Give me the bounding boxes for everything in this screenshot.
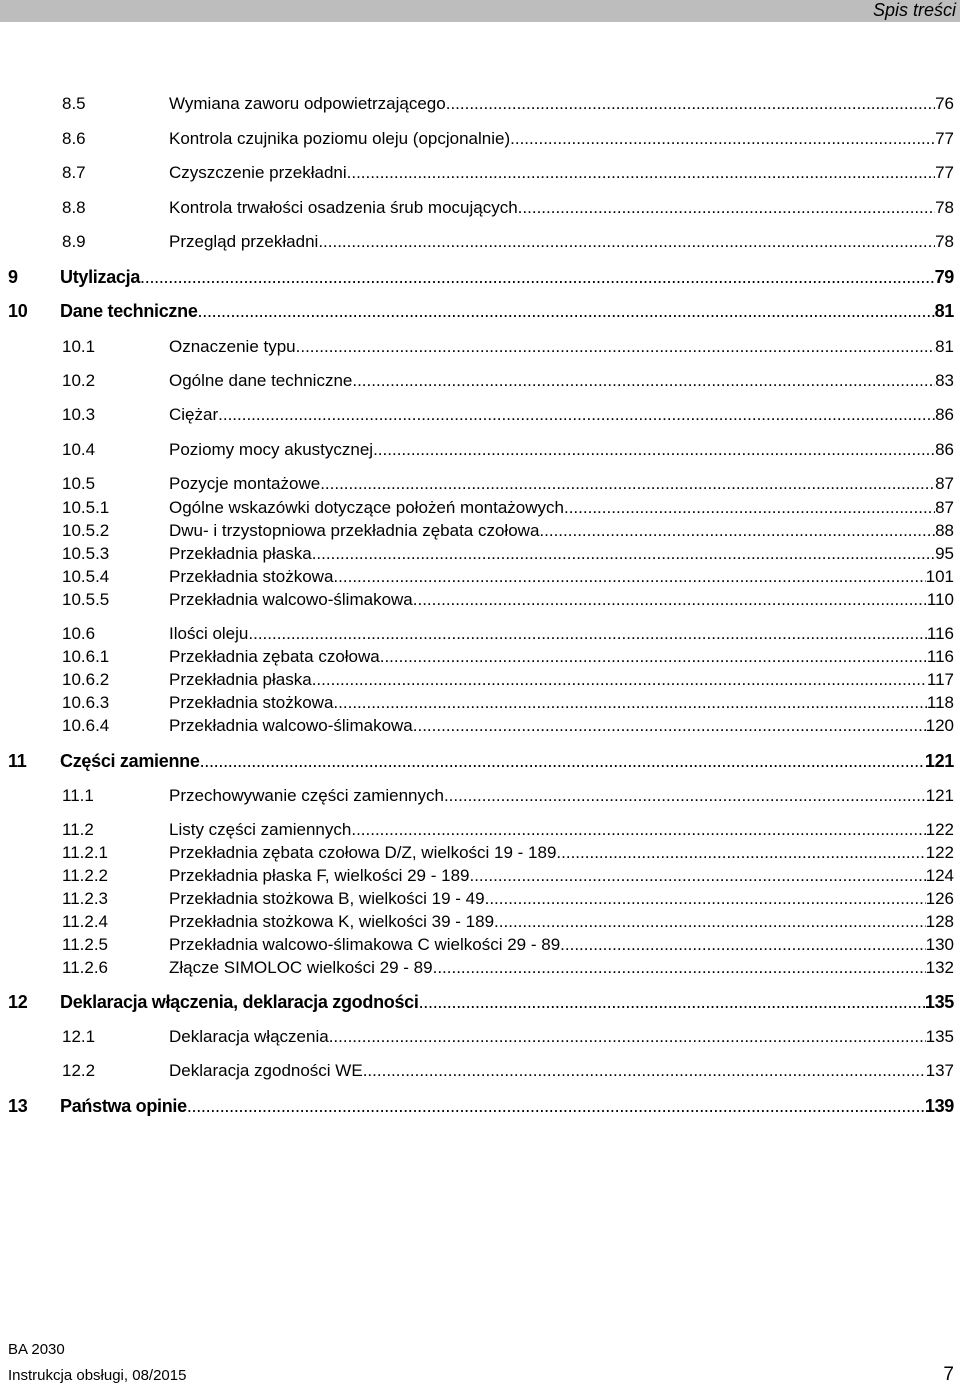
toc-entry[interactable] xyxy=(0,404,960,426)
toc-entry-title: Przekładnia zębata czołowa D/Z, wielkości 19 - 189 xyxy=(169,843,557,862)
toc-entry[interactable] xyxy=(0,888,960,910)
toc-entry-number: 8.8 xyxy=(62,198,86,217)
toc-entry-number: 10.6.3 xyxy=(62,693,110,712)
toc-entry-title: Poziomy mocy akustycznej xyxy=(169,440,374,459)
toc-entry[interactable] xyxy=(0,439,960,461)
toc-leader-dots xyxy=(320,473,935,495)
toc-leader-dots xyxy=(518,197,935,219)
toc-entry-title: Ilości oleju xyxy=(169,624,249,643)
toc-entry[interactable] xyxy=(0,266,960,288)
toc-leader-dots xyxy=(312,543,935,565)
toc-leader-dots xyxy=(433,957,926,979)
toc-entry[interactable] xyxy=(0,370,960,392)
toc-entry-number: 10.6 xyxy=(62,624,96,643)
toc-entry[interactable] xyxy=(0,692,960,714)
toc-leader-dots xyxy=(312,669,927,691)
toc-entry-number: 11.1 xyxy=(62,786,94,805)
toc-entry-number: 10.5 xyxy=(62,474,96,493)
toc-entry-page: 135 xyxy=(924,992,954,1012)
toc-entry-number: 10.5.4 xyxy=(62,567,110,586)
toc-entry-number: 11.2.4 xyxy=(62,912,109,931)
toc-entry[interactable] xyxy=(0,128,960,150)
toc-entry-number: 10.6.2 xyxy=(62,670,110,689)
toc-leader-dots xyxy=(560,934,925,956)
toc-leader-dots xyxy=(333,566,925,588)
toc-entry-title: Przekładnia stożkowa K, wielkości 39 - 189 xyxy=(169,912,495,931)
toc-entry-page: 79 xyxy=(934,267,954,287)
toc-entry[interactable] xyxy=(0,543,960,565)
toc-entry[interactable] xyxy=(0,934,960,956)
toc-entry-number: 11.2.3 xyxy=(62,889,109,908)
toc-entry[interactable] xyxy=(0,669,960,691)
toc-entry-title: Deklaracja włączenia xyxy=(169,1027,329,1046)
toc-entry-page: 86 xyxy=(935,440,954,459)
toc-entry-title: Utylizacja xyxy=(60,267,141,287)
toc-entry-title: Państwa opinie xyxy=(60,1096,187,1116)
toc-entry[interactable] xyxy=(0,957,960,979)
footer-doc-code: BA 2030 xyxy=(8,1341,65,1358)
toc-entry-number: 8.6 xyxy=(62,129,86,148)
toc-entry-number: 11.2.1 xyxy=(62,843,109,862)
toc-entry-number: 10.6.4 xyxy=(62,716,110,735)
toc-entry-number: 8.5 xyxy=(62,94,86,113)
toc-entry-title: Przekładnia walcowo-ślimakowa xyxy=(169,590,413,609)
toc-entry[interactable] xyxy=(0,473,960,495)
toc-leader-dots xyxy=(413,589,927,611)
toc-entry-number: 11.2.6 xyxy=(62,958,109,977)
toc-leader-dots xyxy=(373,439,935,461)
toc-leader-dots xyxy=(200,750,925,772)
toc-leader-dots xyxy=(419,991,925,1013)
toc-entry-page: 132 xyxy=(925,958,954,977)
toc-entry[interactable] xyxy=(0,715,960,737)
toc-entry-page: 78 xyxy=(935,232,954,251)
toc-entry-title: Przekładnia płaska F, wielkości 29 - 189 xyxy=(169,866,470,885)
toc-entry-page: 77 xyxy=(935,163,954,182)
toc-entry[interactable] xyxy=(0,589,960,611)
toc-entry[interactable] xyxy=(0,1095,960,1117)
toc-leader-dots xyxy=(494,911,926,933)
toc-entry-number: 9 xyxy=(8,267,18,287)
toc-entry-number: 13 xyxy=(8,1096,28,1116)
toc-entry-number: 10.5.3 xyxy=(62,544,110,563)
toc-entry-page: 87 xyxy=(935,498,954,517)
toc-entry-number: 12.2 xyxy=(62,1061,96,1080)
toc-entry[interactable] xyxy=(0,336,960,358)
toc-entry-title: Ogólne wskazówki dotyczące położeń montażowych xyxy=(169,498,564,517)
toc-entry-title: Ciężar xyxy=(169,405,219,424)
toc-leader-dots xyxy=(318,231,935,253)
toc-leader-dots xyxy=(352,370,935,392)
header-title: Spis treści xyxy=(872,0,956,20)
toc-entry-number: 10.2 xyxy=(62,371,96,390)
toc-entry-page: 86 xyxy=(935,405,954,424)
toc-entry-title: Wymiana zaworu odpowietrzającego xyxy=(169,94,446,113)
toc-entry-title: Ogólne dane techniczne xyxy=(169,371,353,390)
toc-entry-page: 122 xyxy=(925,843,954,862)
toc-entry-page: 121 xyxy=(925,786,954,805)
toc-entry[interactable] xyxy=(0,819,960,841)
toc-leader-dots xyxy=(556,842,925,864)
toc-leader-dots xyxy=(140,266,935,288)
toc-entry-title: Dwu- i trzystopniowa przekładnia zębata czołowa xyxy=(169,521,540,540)
toc-entry-page: 117 xyxy=(926,670,954,689)
toc-entry-number: 10.3 xyxy=(62,405,96,424)
toc-entry-number: 10.6.1 xyxy=(62,647,110,666)
toc-entry-title: Oznaczenie typu xyxy=(169,337,296,356)
toc-entry-page: 81 xyxy=(934,301,954,321)
toc-entry-page: 124 xyxy=(925,866,954,885)
toc-leader-dots xyxy=(446,93,935,115)
toc-leader-dots xyxy=(248,623,927,645)
toc-entry-page: 130 xyxy=(925,935,954,954)
toc-leader-dots xyxy=(510,128,935,150)
toc-entry[interactable] xyxy=(0,231,960,253)
toc-leader-dots xyxy=(539,520,935,542)
toc-entry-title: Przechowywanie części zamiennych xyxy=(169,786,444,805)
toc-entry-number: 11.2 xyxy=(62,820,94,839)
toc-leader-dots xyxy=(329,1026,926,1048)
toc-entry[interactable] xyxy=(0,162,960,184)
toc-entry[interactable] xyxy=(0,93,960,115)
toc-entry-title: Kontrola czujnika poziomu oleju (opcjonalnie) xyxy=(169,129,511,148)
toc-entry-title: Przekładnia stożkowa xyxy=(169,567,334,586)
toc-leader-dots xyxy=(347,162,935,184)
toc-entry-page: 83 xyxy=(935,371,954,390)
toc-entry-number: 10.1 xyxy=(62,337,96,356)
toc-entry-title: Przekładnia walcowo-ślimakowa C wielkości 29 - 89 xyxy=(169,935,561,954)
toc-leader-dots xyxy=(198,300,935,322)
toc-entry-number: 10.5.5 xyxy=(62,590,110,609)
toc-entry[interactable] xyxy=(0,991,960,1013)
toc-entry-title: Przekładnia walcowo-ślimakowa xyxy=(169,716,413,735)
toc-entry-title: Przekładnia płaska xyxy=(169,544,312,563)
toc-entry-title: Listy części zamiennych xyxy=(169,820,352,839)
toc-entry-page: 101 xyxy=(925,567,954,586)
toc-entry[interactable] xyxy=(0,750,960,772)
toc-entry-page: 139 xyxy=(924,1096,954,1116)
toc-entry[interactable] xyxy=(0,911,960,933)
toc-entry-title: Części zamienne xyxy=(60,751,200,771)
toc-entry-page: 120 xyxy=(925,716,954,735)
footer-doc-title: Instrukcja obsługi, 08/2015 xyxy=(8,1367,187,1384)
toc-entry-page: 87 xyxy=(935,474,954,493)
toc-entry-number: 8.7 xyxy=(62,163,86,182)
toc-leader-dots xyxy=(296,336,935,358)
toc-leader-dots xyxy=(485,888,926,910)
toc-entry-title: Deklaracja włączenia, deklaracja zgodności xyxy=(60,992,419,1012)
toc-entry-page: 77 xyxy=(935,129,954,148)
toc-entry-number: 12 xyxy=(8,992,28,1012)
toc-entry-number: 11 xyxy=(8,751,27,771)
toc-entry-page: 76 xyxy=(935,94,954,113)
toc-entry-page: 116 xyxy=(926,647,954,666)
toc-entry-page: 110 xyxy=(926,590,954,609)
toc-leader-dots xyxy=(187,1095,925,1117)
toc-entry-title: Przekładnia zębata czołowa xyxy=(169,647,380,666)
toc-entry[interactable] xyxy=(0,566,960,588)
toc-leader-dots xyxy=(469,865,925,887)
toc-entry-number: 11.2.5 xyxy=(62,935,109,954)
toc-entry[interactable] xyxy=(0,785,960,807)
toc-entry-number: 12.1 xyxy=(62,1027,96,1046)
toc-entry-page: 95 xyxy=(935,544,954,563)
toc-leader-dots xyxy=(564,497,935,519)
toc-entry-number: 10 xyxy=(8,301,28,321)
toc-entry-title: Deklaracja zgodności WE xyxy=(169,1061,363,1080)
toc-entry-title: Przegląd przekładni xyxy=(169,232,319,251)
toc-entry[interactable] xyxy=(0,623,960,645)
toc-entry-number: 10.4 xyxy=(62,440,96,459)
toc-entry[interactable] xyxy=(0,497,960,519)
toc-entry-page: 128 xyxy=(925,912,954,931)
toc-leader-dots xyxy=(333,692,926,714)
toc-entry-page: 126 xyxy=(925,889,954,908)
toc-entry-title: Przekładnia płaska xyxy=(169,670,312,689)
toc-entry-page: 137 xyxy=(925,1061,954,1080)
toc-entry-number: 10.5.1 xyxy=(62,498,110,517)
toc-entry-page: 121 xyxy=(924,751,954,771)
toc-entry[interactable] xyxy=(0,865,960,887)
toc-entry-title: Pozycje montażowe xyxy=(169,474,321,493)
toc-entry-title: Czyszczenie przekładni xyxy=(169,163,347,182)
toc-leader-dots xyxy=(363,1060,926,1082)
toc-entry-page: 88 xyxy=(935,521,954,540)
toc-entry-title: Dane techniczne xyxy=(60,301,198,321)
toc-entry[interactable] xyxy=(0,842,960,864)
toc-entry-number: 8.9 xyxy=(62,232,86,251)
toc-leader-dots xyxy=(380,646,927,668)
toc-leader-dots xyxy=(218,404,935,426)
toc-entry[interactable] xyxy=(0,520,960,542)
toc-entry[interactable] xyxy=(0,197,960,219)
toc-entry-page: 118 xyxy=(926,693,954,712)
toc-leader-dots xyxy=(444,785,926,807)
toc-entry-page: 81 xyxy=(935,337,954,356)
toc-entry-title: Kontrola trwałości osadzenia śrub mocujących xyxy=(169,198,518,217)
toc-entry-number: 10.5.2 xyxy=(62,521,110,540)
toc-entry[interactable] xyxy=(0,300,960,322)
toc-entry-title: Przekładnia stożkowa B, wielkości 19 - 49 xyxy=(169,889,485,908)
toc-entry-page: 135 xyxy=(925,1027,954,1046)
toc-entry-number: 11.2.2 xyxy=(62,866,109,885)
toc-entry[interactable] xyxy=(0,1060,960,1082)
toc-leader-dots xyxy=(351,819,925,841)
toc-entry[interactable] xyxy=(0,1026,960,1048)
toc-entry-title: Przekładnia stożkowa xyxy=(169,693,334,712)
toc-entry-page: 78 xyxy=(935,198,954,217)
toc-leader-dots xyxy=(413,715,926,737)
toc-entry-page: 116 xyxy=(926,624,954,643)
page-number: 7 xyxy=(943,1364,954,1385)
toc-entry-page: 122 xyxy=(925,820,954,839)
toc-entry[interactable] xyxy=(0,646,960,668)
toc-entry-title: Złącze SIMOLOC wielkości 29 - 89 xyxy=(169,958,433,977)
